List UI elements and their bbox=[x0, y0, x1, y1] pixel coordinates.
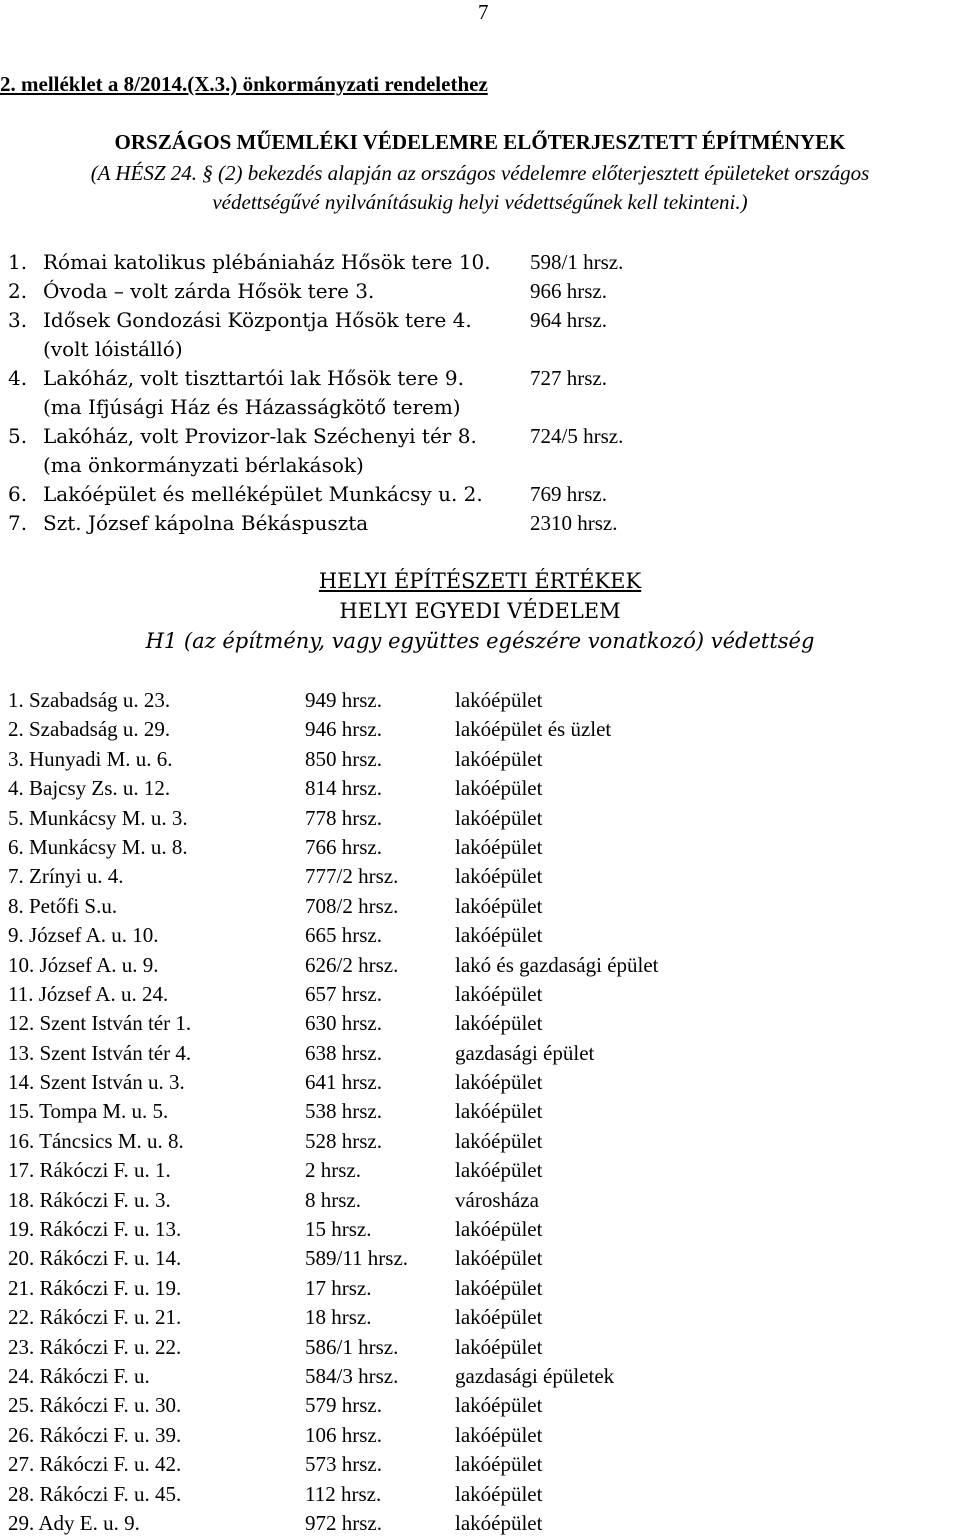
row-building-type: lakóépület bbox=[455, 893, 543, 918]
row-building-type: lakóépület bbox=[455, 1275, 543, 1300]
row-address: 5. Munkácsy M. u. 3. bbox=[8, 805, 188, 830]
row-building-type: lakóépület bbox=[455, 1305, 543, 1330]
row-address: 15. Tompa M. u. 5. bbox=[8, 1099, 169, 1124]
local-values-list bbox=[0, 686, 960, 1538]
row-address: 16. Táncsics M. u. 8. bbox=[8, 1128, 184, 1153]
row-address: 9. József A. u. 10. bbox=[8, 923, 159, 948]
row-building-type: lakóépület bbox=[455, 1217, 543, 1242]
table-row bbox=[0, 1215, 960, 1244]
row-address: 8. Petőfi S.u. bbox=[8, 893, 118, 918]
list-item bbox=[0, 422, 960, 451]
row-hrsz: 586/1 hrsz. bbox=[305, 1334, 399, 1359]
section-national-monuments-note bbox=[0, 159, 960, 217]
list-item bbox=[0, 364, 960, 393]
list-item bbox=[0, 277, 960, 306]
row-address: 18. Rákóczi F. u. 3. bbox=[8, 1187, 171, 1212]
item-hrsz: 2310 hrsz. bbox=[530, 511, 618, 535]
row-address: 12. Szent István tér 1. bbox=[8, 1011, 192, 1036]
row-building-type: lakóépület bbox=[455, 805, 543, 830]
item-number: 6. bbox=[8, 482, 28, 506]
row-address: 21. Rákóczi F. u. 19. bbox=[8, 1275, 182, 1300]
item-hrsz: 966 hrsz. bbox=[530, 279, 607, 303]
row-building-type: lakóépület bbox=[455, 1128, 543, 1153]
row-hrsz: 665 hrsz. bbox=[305, 923, 382, 948]
row-hrsz: 17 hrsz. bbox=[305, 1275, 372, 1300]
row-hrsz: 641 hrsz. bbox=[305, 1070, 382, 1095]
row-hrsz: 626/2 hrsz. bbox=[305, 952, 399, 977]
section-local-values-subtitle: HELYI EGYEDI VÉDELEM bbox=[339, 599, 621, 623]
row-hrsz: 18 hrsz. bbox=[305, 1305, 372, 1330]
section-local-values-title: HELYI ÉPÍTÉSZETI ÉRTÉKEK bbox=[318, 569, 642, 593]
row-building-type: lakóépület bbox=[455, 1158, 543, 1183]
row-building-type: lakóépület bbox=[455, 981, 543, 1006]
table-row bbox=[0, 715, 960, 744]
row-address: 24. Rákóczi F. u. bbox=[8, 1363, 150, 1388]
table-row bbox=[0, 1186, 960, 1215]
table-row bbox=[0, 1480, 960, 1509]
item-hrsz: 769 hrsz. bbox=[530, 482, 607, 506]
row-address: 10. József A. u. 9. bbox=[8, 952, 159, 977]
item-hrsz: 727 hrsz. bbox=[530, 366, 607, 390]
row-address: 25. Rákóczi F. u. 30. bbox=[8, 1393, 182, 1418]
row-building-type: lakóépület bbox=[455, 1481, 543, 1506]
note-line-1: (A HÉSZ 24. § (2) bekezdés alapján az országos védelemre előterjesztett épületeket országos bbox=[90, 161, 870, 185]
row-hrsz: 850 hrsz. bbox=[305, 746, 382, 771]
row-address: 17. Rákóczi F. u. 1. bbox=[8, 1158, 171, 1183]
row-building-type: lakóépület bbox=[455, 834, 543, 859]
table-row bbox=[0, 1391, 960, 1420]
row-address: 26. Rákóczi F. u. 39. bbox=[8, 1422, 182, 1447]
list-item bbox=[0, 248, 960, 277]
table-row bbox=[0, 892, 960, 921]
row-hrsz: 15 hrsz. bbox=[305, 1217, 372, 1242]
list-item bbox=[0, 480, 960, 509]
row-building-type: lakóépület bbox=[455, 1070, 543, 1095]
row-address: 20. Rákóczi F. u. 14. bbox=[8, 1246, 182, 1271]
table-row bbox=[0, 745, 960, 774]
row-address: 28. Rákóczi F. u. 45. bbox=[8, 1481, 182, 1506]
item-name: Római katolikus plébániaház Hősök tere 10. bbox=[43, 250, 491, 274]
item-name: (ma Ifjúsági Ház és Házasságkötő terem) bbox=[43, 395, 461, 419]
table-row bbox=[0, 921, 960, 950]
item-number: 2. bbox=[8, 279, 28, 303]
item-number: 3. bbox=[8, 308, 28, 332]
row-hrsz: 2 hrsz. bbox=[305, 1158, 361, 1183]
note-line-2: védettségűvé nyilvánításukig helyi védettségűnek kell tekinteni.) bbox=[212, 190, 748, 214]
row-hrsz: 112 hrsz. bbox=[305, 1481, 382, 1506]
table-row bbox=[0, 833, 960, 862]
item-hrsz: 598/1 hrsz. bbox=[530, 250, 624, 274]
table-row bbox=[0, 862, 960, 891]
row-address: 29. Ady E. u. 9. bbox=[8, 1510, 140, 1535]
row-address: 27. Rákóczi F. u. 42. bbox=[8, 1452, 182, 1477]
list-item bbox=[0, 393, 960, 422]
section-local-values-description: H1 (az építmény, vagy együttes egészére vonatkozó) védettség bbox=[145, 629, 815, 653]
table-row bbox=[0, 1450, 960, 1479]
national-monuments-list bbox=[0, 248, 960, 538]
table-row bbox=[0, 1009, 960, 1038]
item-name: Lakóház, volt tiszttartói lak Hősök tere 9. bbox=[43, 366, 464, 390]
row-building-type: lakóépület bbox=[455, 1422, 543, 1447]
row-hrsz: 579 hrsz. bbox=[305, 1393, 382, 1418]
row-hrsz: 584/3 hrsz. bbox=[305, 1363, 399, 1388]
row-hrsz: 638 hrsz. bbox=[305, 1040, 382, 1065]
item-hrsz: 724/5 hrsz. bbox=[530, 424, 624, 448]
row-building-type: lakóépület bbox=[455, 1099, 543, 1124]
row-building-type: lakóépület bbox=[455, 1334, 543, 1359]
table-row bbox=[0, 1156, 960, 1185]
table-row bbox=[0, 1127, 960, 1156]
row-building-type: lakó és gazdasági épület bbox=[455, 952, 659, 977]
row-address: 13. Szent István tér 4. bbox=[8, 1040, 192, 1065]
item-number: 4. bbox=[8, 366, 28, 390]
item-hrsz: 964 hrsz. bbox=[530, 308, 607, 332]
item-name: (volt lóistálló) bbox=[43, 337, 183, 361]
row-hrsz: 708/2 hrsz. bbox=[305, 893, 399, 918]
row-hrsz: 814 hrsz. bbox=[305, 776, 382, 801]
item-number: 7. bbox=[8, 511, 28, 535]
item-name: Idősek Gondozási Központja Hősök tere 4. bbox=[43, 308, 472, 332]
table-row bbox=[0, 1244, 960, 1273]
row-address: 3. Hunyadi M. u. 6. bbox=[8, 746, 173, 771]
table-row bbox=[0, 1097, 960, 1126]
row-building-type: lakóépület bbox=[455, 923, 543, 948]
table-row bbox=[0, 1362, 960, 1391]
row-hrsz: 106 hrsz. bbox=[305, 1422, 382, 1447]
table-row bbox=[0, 980, 960, 1009]
row-hrsz: 777/2 hrsz. bbox=[305, 864, 399, 889]
row-building-type: lakóépület és üzlet bbox=[455, 717, 612, 742]
row-building-type: lakóépület bbox=[455, 864, 543, 889]
item-name: (ma önkormányzati bérlakások) bbox=[43, 453, 364, 477]
item-number: 5. bbox=[8, 424, 28, 448]
table-row bbox=[0, 686, 960, 715]
row-building-type: lakóépület bbox=[455, 1452, 543, 1477]
list-item bbox=[0, 509, 960, 538]
table-row bbox=[0, 951, 960, 980]
row-hrsz: 946 hrsz. bbox=[305, 717, 382, 742]
row-building-type: lakóépület bbox=[455, 688, 543, 712]
row-address: 23. Rákóczi F. u. 22. bbox=[8, 1334, 182, 1359]
table-row bbox=[0, 1068, 960, 1097]
item-name: Lakóépület és melléképület Munkácsy u. 2. bbox=[43, 482, 483, 506]
list-item bbox=[0, 335, 960, 364]
row-address: 2. Szabadság u. 29. bbox=[8, 717, 171, 742]
row-building-type: lakóépület bbox=[455, 1393, 543, 1418]
list-item bbox=[0, 451, 960, 480]
item-name: Lakóház, volt Provizor-lak Széchenyi tér 8. bbox=[43, 424, 477, 448]
table-row bbox=[0, 1039, 960, 1068]
table-row bbox=[0, 1421, 960, 1450]
row-building-type: lakóépület bbox=[455, 776, 543, 801]
item-number: 1. bbox=[8, 250, 28, 274]
row-building-type: lakóépület bbox=[455, 1510, 543, 1535]
row-hrsz: 972 hrsz. bbox=[305, 1510, 382, 1535]
table-row bbox=[0, 1509, 960, 1538]
row-building-type: gazdasági épületek bbox=[455, 1363, 615, 1388]
row-hrsz: 573 hrsz. bbox=[305, 1452, 382, 1477]
row-hrsz: 766 hrsz. bbox=[305, 834, 382, 859]
row-hrsz: 8 hrsz. bbox=[305, 1187, 361, 1212]
table-row bbox=[0, 774, 960, 803]
row-address: 19. Rákóczi F. u. 13. bbox=[8, 1217, 182, 1242]
list-item bbox=[0, 306, 960, 335]
page-number: 7 bbox=[478, 0, 489, 24]
item-name: Szt. József kápolna Békáspuszta bbox=[43, 511, 369, 535]
row-address: 11. József A. u. 24. bbox=[8, 981, 169, 1006]
row-building-type: lakóépület bbox=[455, 1246, 543, 1271]
row-hrsz: 630 hrsz. bbox=[305, 1011, 382, 1036]
row-address: 6. Munkácsy M. u. 8. bbox=[8, 834, 188, 859]
row-address: 1. Szabadság u. 23. bbox=[8, 688, 171, 712]
table-row bbox=[0, 1303, 960, 1332]
row-address: 14. Szent István u. 3. bbox=[8, 1070, 185, 1095]
item-name: Óvoda – volt zárda Hősök tere 3. bbox=[43, 279, 375, 303]
row-building-type: gazdasági épület bbox=[455, 1040, 595, 1065]
table-row bbox=[0, 1333, 960, 1362]
row-hrsz: 538 hrsz. bbox=[305, 1099, 382, 1124]
table-row bbox=[0, 1274, 960, 1303]
row-hrsz: 949 hrsz. bbox=[305, 688, 382, 712]
row-hrsz: 657 hrsz. bbox=[305, 981, 382, 1006]
section-national-monuments-title: ORSZÁGOS MŰEMLÉKI VÉDELEMRE ELŐTERJESZTETT ÉPÍTMÉNYEK bbox=[114, 130, 846, 154]
row-address: 4. Bajcsy Zs. u. 12. bbox=[8, 776, 171, 801]
table-row bbox=[0, 804, 960, 833]
row-address: 7. Zrínyi u. 4. bbox=[8, 864, 124, 889]
annex-title: 2. melléklet a 8/2014.(X.3.) önkormányzati rendelethez bbox=[0, 72, 488, 96]
row-hrsz: 778 hrsz. bbox=[305, 805, 382, 830]
row-building-type: lakóépület bbox=[455, 746, 543, 771]
row-hrsz: 528 hrsz. bbox=[305, 1128, 382, 1153]
row-building-type: lakóépület bbox=[455, 1011, 543, 1036]
row-building-type: városháza bbox=[455, 1187, 539, 1212]
row-hrsz: 589/11 hrsz. bbox=[305, 1246, 409, 1271]
row-address: 22. Rákóczi F. u. 21. bbox=[8, 1305, 182, 1330]
